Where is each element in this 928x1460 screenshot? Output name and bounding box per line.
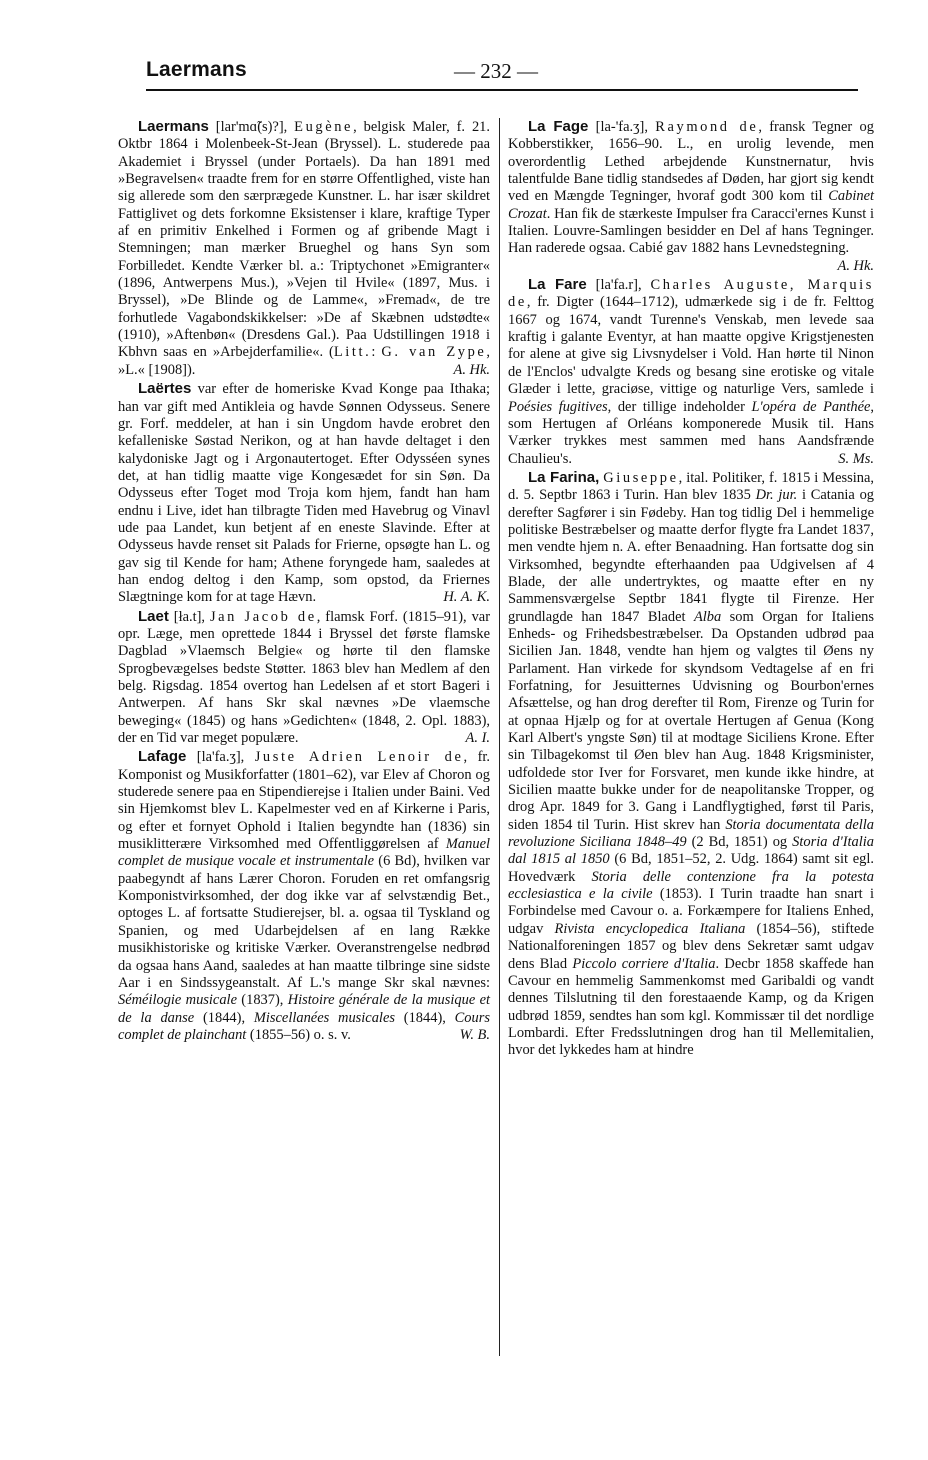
entry-text: (1854–56), stiftede Nationalforeningen 1857 og blev dens Sekretær samt udgav dens Blad — [508, 920, 874, 972]
column-divider — [499, 118, 500, 1356]
headword: Laermans — [138, 118, 209, 135]
entry-text: , fr. Digter (1644–1712), udmærkede sig i de fr. Felttog 1667 og 1674, vandt Turenne's Venskab, men levede saa kraftig i galante Eventyr, at han maatte opgive Krigstjenesten for alene at give sig Livsnydelser i Vold. Han hørte til Ninon de l'Enclos' udvalgte Kreds og besang sine erotiske og vitale Glæder i lette, graciøse, vittige og naturlige Vers, samlede i — [508, 294, 874, 398]
signature: S. Ms. — [838, 450, 874, 467]
entry-text: , fr. Komponist og Musikforfatter (1801–62), var Elev af Choron og studerede senere paa en Stipendierejse i Italien under Baini. Ved sin Hjemkomst blev L. Kapelmester ved en af Kirkerne i Paris, og efter et fornyet Ophold i Italien begyndte han (1836) sin musiklitterære Virksomhed med Offentliggørelsen af — [118, 749, 490, 853]
pronunciation: [ła.t], — [168, 608, 210, 625]
entry-text: (1837), — [236, 992, 288, 1009]
page-number: — 232 — — [454, 59, 538, 83]
entry-text: (6 Bd), hvilken var paabegyndt af hans Lærer Choron. Foruden en ret omfangsrig Komponistvirksomhed, der dog ikke var af selvstændig Bet., optoges L. af fortsatte Studierejser, bl. a. ogsaa til Tyskland og Spanien, og med Udarbejdelsen af en lang Række musikhistoriske og kritiske Værker. Overanstrengelse nedbrød da ogsaa hans Aand, saaledes at han maatte tilbringe sine sidste Aar i en Sindssygeanstalt. Af L.'s mange Skr skal nævnes: — [118, 853, 490, 991]
person-name: Giuseppe — [603, 469, 679, 486]
entry-text: , belgisk Maler, f. 21. Oktbr 1864 i Molenbeek-St-Jean (Bryssel). L. studerede paa Akademiet i Bryssel (under Portaels). Da han 1891 med »Begravelsen« traadte frem for en større Offentlighed, viste han sig allerede som den særprægede Kunstner. L. har især skildret Fattiglivet og dets forkomne Eksistenser i klare, kraftige Typer af en primitiv Enkelhed i Formen og af gribende Magt i Stemningen; man mærker Brueghel og hans Syn som Forbilledet. Kendte Værker bl. a.: Triptychonet »Emigranter« (1896, Antwerpens Mus.), »Vejen til Hvile« (1897, Mus. i Bryssel), »De Blinde og de Lamme«, »Fremad«, de tre forhutlede Vagabondskikkelser: »De af Skæbnen udstødte« (1910), »Aftenbøn« (Dresdens Gal.). Paa Udstillingen 1918 i Kbhvn saas en »Arbejderfamilie«. ( — [118, 119, 490, 361]
entry-lafage — [118, 748, 490, 1044]
signature: A. Hk. — [837, 257, 874, 274]
person-name: Juste Adrien Lenoir de — [254, 749, 464, 766]
headword: Lafage — [138, 748, 187, 766]
pronunciation: [la'fa.ʒ], — [186, 749, 255, 766]
work-title: Storia delle contenzione fra la potesta ecclesiastica e la civile — [508, 868, 874, 903]
person-name: Jan Jacob de — [209, 608, 317, 625]
pronunciation: [la-'fa.ʒ], — [588, 119, 656, 135]
work-title: Rivista encyclopedica Italiana — [554, 920, 746, 937]
work-title: Histoire générale de la musique et de la danse — [118, 992, 490, 1026]
headword: La Farina, — [528, 468, 600, 486]
work-title: Cours complet de plainchant — [118, 1009, 490, 1043]
entry-la-farina — [508, 469, 874, 1060]
left-column — [118, 118, 490, 1044]
entry-text: (1844), — [394, 1009, 455, 1026]
entry-text: : — [371, 344, 382, 361]
entry-text: , fransk Tegner og Kobberstikker, 1656–90. L., en urolig levende, men overordentlig Lethed arbejdende Kunstnernatur, hvis talentfulde Bane tidlig standsedes af Døden, har gjort sig kendt ved en Mængde Tegninger, hvoraf godt 300 kom til — [508, 119, 874, 205]
pronunciation: [lar'mɑ̃(s)?], — [208, 119, 295, 135]
work-title: Séméilogie musicale — [118, 992, 237, 1009]
entry-text: , »L.« [1908]). — [118, 344, 491, 378]
entry-text: (1855–56) o. s. v. — [246, 1026, 351, 1043]
signature: H. A. K. — [443, 589, 490, 606]
entry-laertes — [118, 380, 490, 606]
work-title: Miscellanées musicales — [253, 1009, 395, 1026]
entry-text: i Catania og derefter Sagfører i sin Fødeby. Han tog tidlig Del i hemmelige politiske Bestræbelser og maatte derfor flygte fra Landet 1837, men vendte hjem n. A. efter Benaadning. Han fortsatte dog sin Virksomhed, begyndte efterhaanden paa Udgivelsen af 4 Blade, der alle undertryktes, og maatte efter en ny Sammensværgelse Septbr 1841 flygte til Firenze. Her grundlagde han 1847 Bladet — [508, 487, 875, 625]
work-title: Alba — [693, 608, 722, 625]
entry-text: . Decbr 1858 skaffede han Cavour en hemmelig Sammenkomst med Garibaldi og vandt dennes Tilslutning til den forestaaende Kamp, og da Krigen udbrød 1859, sendtes han som kgl. Kommissær til det nordlige Lombardi. Efter Fredsslutningen drog han til Mellemitalien, hvor det lykkedes ham at hindre — [508, 955, 874, 1059]
headword: La Fage — [528, 118, 589, 135]
entry-la-fare — [508, 276, 874, 468]
entry-text: , der tillige indeholder — [607, 398, 752, 415]
pronunciation: [la'fa.r], — [586, 277, 651, 294]
work-title: Manuel complet de musique vocale et instrumentale — [118, 836, 490, 870]
entry-text: , som Hertugen af Orléans komponerede Musik til. Hans Værker trykkes mest sammen med hans Aandsfrænde Chaulieu's. — [508, 398, 874, 467]
signature: A. I. — [465, 730, 490, 747]
entry-text: . Han fik de stærkeste Impulser fra Caracci'ernes Kunst i Italien. Louvre-Samlingen besidder en Del af hans Tegninger. Han raderede ogsaa. Cabié gav 1882 hans Levnedstegning. — [508, 205, 874, 257]
headword: Laet — [138, 607, 169, 625]
work-title: Storia documentata della revoluzione Siciliana 1848–49 — [508, 816, 875, 851]
entry-text: , flamsk Forf. (1815–91), var opr. Læge, men oprettede 1844 i Bryssel det første flamske Dagblad »Vlaemsch Belgie« og hørte til den flamske Sprogbevægelses bedste Støtter. 1863 blev han Medlem af den belg. Rigsdag. 1854 overtog han Ledelsen af et stort Bageri i Antwerpen. Af hans Skr skal nævnes »De vlaemsche beweging« (1845) og hans »Gedichten« (1848, 2. Opl. 1883), der en Tid var meget populære. — [118, 608, 490, 747]
signature: W. B. — [459, 1026, 490, 1043]
page-header — [146, 58, 858, 94]
work-title: L'opéra de Panthée — [751, 398, 871, 415]
work-title: Dr. jur. — [755, 487, 798, 504]
entry-la-fage — [508, 118, 874, 275]
work-title: Storia d'Italia dal 1815 al 1850 — [508, 834, 874, 868]
headword: La Fare — [528, 276, 587, 294]
person-name: Eugène — [294, 119, 354, 135]
entry-text: som Organ for Italiens Enheds- og Frihedsbestræbelser. Da Opstanden udbrød paa Sicilien Jan. 1848, vendte han hjem og valgtes til Øens ny Parlament. Han virkede for skyndsom Vedtagelse af en fri Forfatning, for Jesuitternes Udvisning og Bourbon'ernes Afsættelse, og han drog derefter til Rom, Firenze og Turin for at opnaa Hjælp og for at overtale Hertugen af Genua (Kong Karl Albert's yngste Søn) til at modtage Siciliens Krone. Efter sin Tilbagekomst til Øen blev han Aug. 1848 Krigsminister, udfoldede stor Iver for Forsvaret, men kunde ikke hindre, at Sicilien maatte bukke under for de neapolitanske Tropper, og drog Apr. 1849 for 3. Gang i Landflygtighed, først til Paris, siden 1854 til Turin. Hist skrev han — [508, 608, 875, 833]
entry-text: (1844), — [194, 1009, 254, 1026]
entry-text: (1853). I Turin traadte han snart i Forbindelse med Cavour o. a. Forkæmpere for Italiens Enhed, udgav — [508, 886, 875, 937]
entry-laet — [118, 608, 490, 748]
right-column — [508, 118, 874, 1060]
work-title: Piccolo corriere d'Italia — [572, 955, 716, 972]
entry-laermans — [118, 118, 490, 379]
literature-label: Litt. — [333, 344, 372, 361]
person-name: Raymond de — [655, 119, 759, 135]
entry-text: (2 Bd, 1851) og — [686, 834, 793, 851]
entry-text: , ital. Politiker, f. 1815 i Messina, d. 5. Septbr 1863 i Turin. Han blev 1835 — [508, 469, 875, 504]
entry-text: (6 Bd, 1851–52, 2. Udg. 1864) samt sit egl. Hovedværk — [508, 851, 875, 885]
header-rule — [146, 89, 858, 91]
person-name: Charles Auguste, Marquis de — [508, 277, 875, 311]
signature: A. Hk. — [453, 361, 490, 378]
author-name: G. van Zype — [381, 344, 487, 361]
entry-text: var efter de homeriske Kvad Konge paa Ithaka; han var gift med Antikleia og havde Sønnen Odysseus. Senere gr. Forf. meddeler, at han i sin Ungdom havde erobret den kefalleniske Søstad Nerikon, og at han havde deltaget i den kalydoniske Jagt og i Argonautertoget. Efter Odysséen synes det, at han tidlig maatte vige Kongesædet for sin Søn. Da Odysseus efter Toget mod Troja kom hjem, fandt han ham endnu i Live, idet han tilbragte Tiden med Havebrug og Vinavl ude paa Landet, kun betjent af en eneste Slavinde. Efter at Odysseus havde renset sit Palads for Frierne, opsøgte han L. og gav sig til Kende for ham; Athene foryngede ham, saaledes at han endog deltog i den Kamp, som opstod, da Friernes Slægtninge kom for at tage Hævn. — [118, 381, 490, 606]
work-title: Cabinet Crozat — [508, 188, 874, 222]
work-title: Poésies fugitives — [508, 398, 608, 415]
running-head: Laermans — [146, 58, 247, 81]
headword: Laërtes — [138, 380, 192, 398]
